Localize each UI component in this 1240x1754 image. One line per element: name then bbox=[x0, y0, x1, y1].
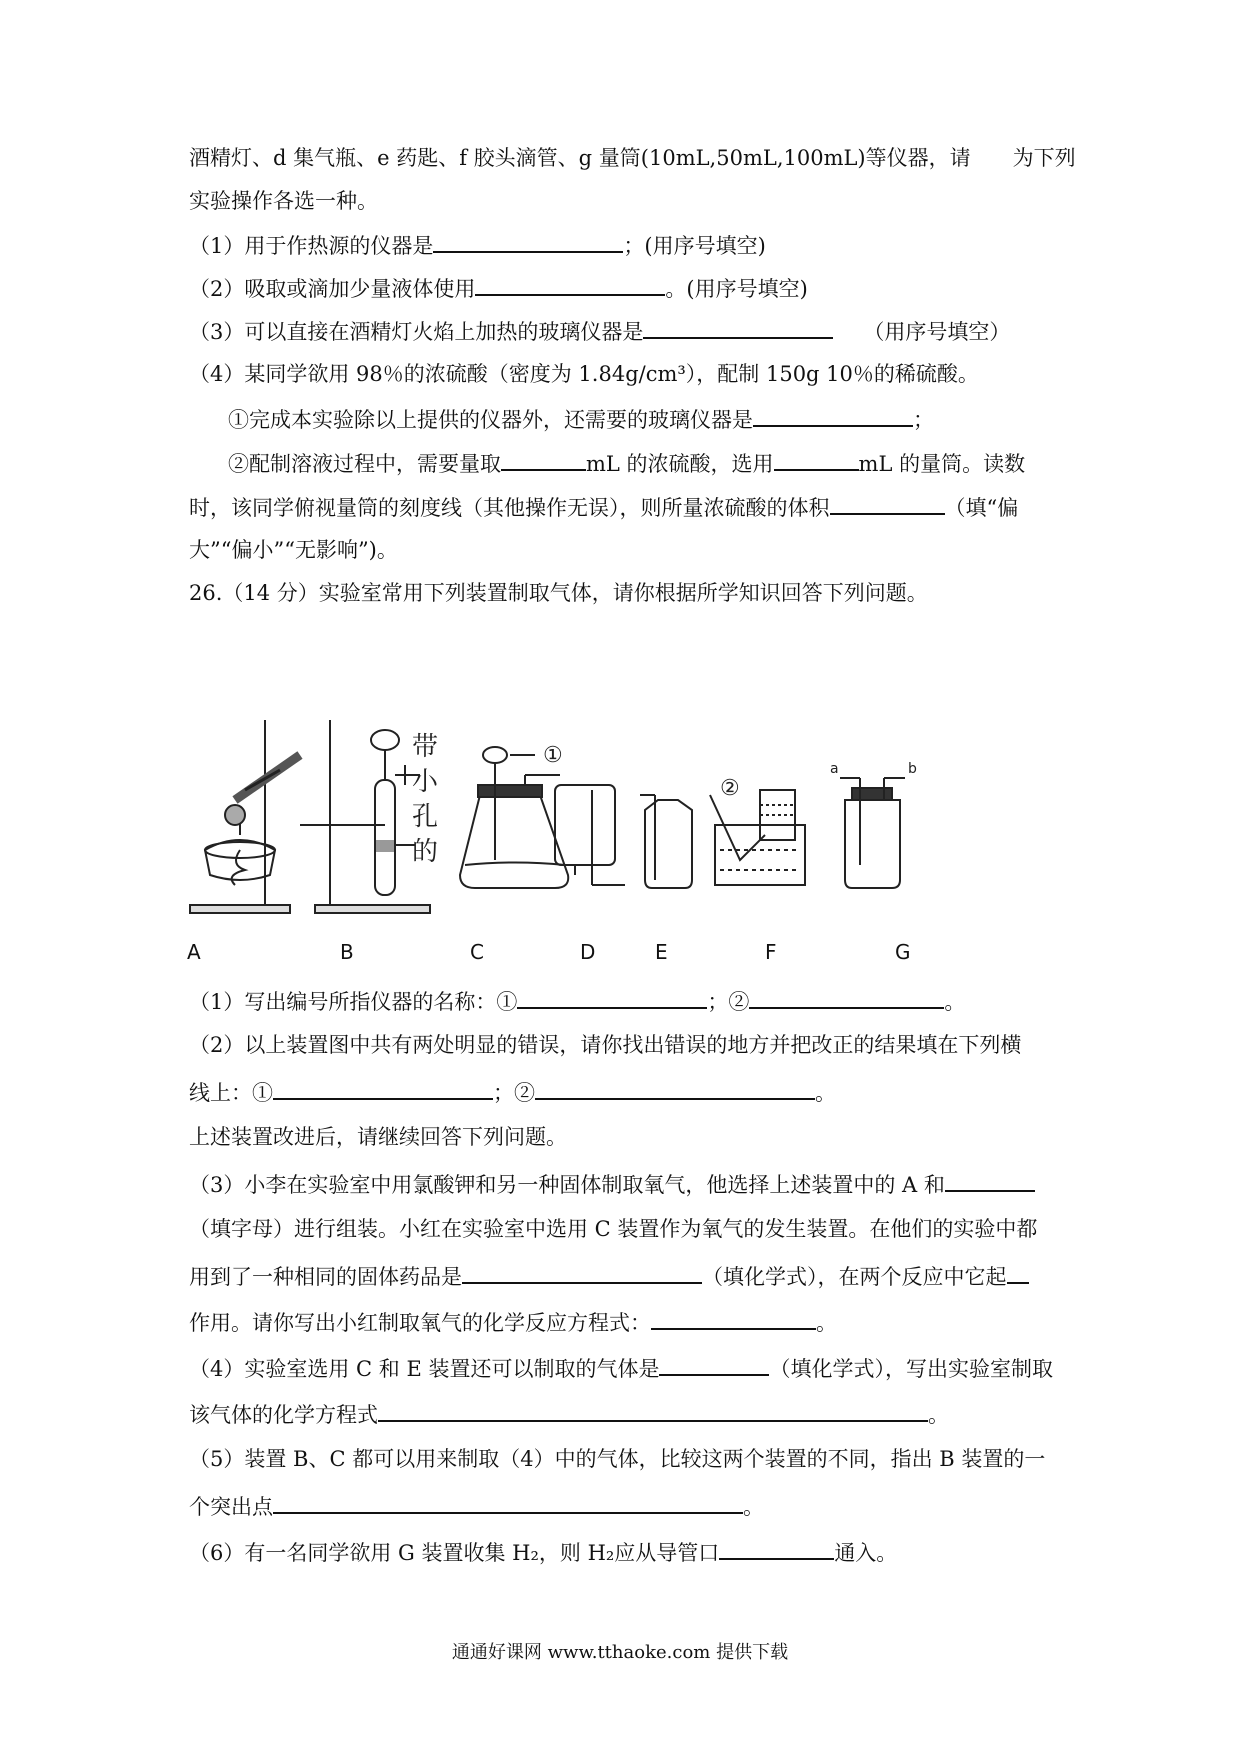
text: 大”“偏小”“无影响”)。 bbox=[189, 538, 398, 562]
port-a-label: a bbox=[830, 761, 839, 777]
text: 实验操作各选一种。 bbox=[189, 189, 378, 213]
question-text: 。 bbox=[743, 1495, 764, 1519]
question-text: （填化学式），写出实验室制取 bbox=[769, 1357, 1053, 1381]
question-text: （4）实验室选用 C 和 E 装置还可以制取的气体是 bbox=[189, 1357, 660, 1381]
apparatus-a bbox=[190, 720, 300, 913]
marker-1: ① bbox=[543, 743, 563, 768]
question-26-title bbox=[189, 578, 928, 608]
question-text: ①完成本实验除以上提供的仪器外，还需要的玻璃仪器是 bbox=[228, 408, 753, 432]
text: 酒精灯、d 集气瓶、e 药匙、f 胶头滴管、g 量筒(10mL,50mL,100mL)等仪器，请 为下列 bbox=[189, 146, 1076, 170]
text-line bbox=[189, 143, 1076, 173]
question-text: （1）写出编号所指仪器的名称：① bbox=[189, 990, 518, 1014]
part-3-equation bbox=[189, 1306, 837, 1338]
label-d: D bbox=[580, 940, 596, 964]
question-4-2 bbox=[228, 447, 1025, 479]
question-2 bbox=[189, 272, 808, 304]
part-5 bbox=[189, 1444, 1045, 1474]
question-text: 时，该同学俯视量筒的刻度线（其他操作无误），则所量浓硫酸的体积 bbox=[189, 496, 830, 520]
question-text: （1）用于作热源的仪器是 bbox=[189, 234, 434, 258]
question-text: ；② bbox=[707, 990, 750, 1014]
question-text: ；② bbox=[493, 1081, 535, 1105]
question-text: （2）以上装置图中共有两处明显的错误，请你找出错误的地方并把改正的结果填在下列横 bbox=[189, 1033, 1022, 1057]
question-text: 该气体的化学方程式 bbox=[189, 1403, 378, 1427]
text-line bbox=[189, 186, 378, 216]
answer-blank[interactable] bbox=[273, 1076, 493, 1100]
question-text: 。 bbox=[928, 1403, 949, 1427]
b-side-char: 带 bbox=[412, 732, 439, 762]
apparatus-figure bbox=[180, 700, 1060, 920]
question-text: （填“偏 bbox=[944, 496, 1019, 520]
question-text: （填化学式），在两个反应中它起 bbox=[702, 1265, 1007, 1289]
question-text: 用到了一种相同的固体药品是 bbox=[189, 1265, 462, 1289]
question-text: 线上：① bbox=[189, 1081, 273, 1105]
question-text: 。 bbox=[815, 1081, 836, 1105]
text: 上述装置改进后，请继续回答下列问题。 bbox=[189, 1125, 567, 1149]
answer-blank[interactable] bbox=[774, 447, 859, 471]
question-text: （6）有一名同学欲用 G 装置收集 H₂，则 H₂应从导管口 bbox=[189, 1541, 720, 1565]
answer-blank[interactable] bbox=[517, 985, 707, 1009]
apparatus-f bbox=[710, 776, 805, 885]
b-side-char: 的 bbox=[412, 837, 439, 867]
part-6 bbox=[189, 1536, 897, 1568]
question-3 bbox=[189, 315, 1010, 347]
part-2 bbox=[189, 1030, 1021, 1060]
question-text: （2）吸取或滴加少量液体使用 bbox=[189, 277, 476, 301]
answer-blank[interactable] bbox=[753, 403, 913, 427]
question-text: ； bbox=[913, 408, 934, 432]
text-line bbox=[189, 535, 398, 565]
apparatus-b bbox=[300, 720, 439, 913]
question-text: 26.（14 分）实验室常用下列装置制取气体，请你根据所学知识回答下列问题。 bbox=[189, 581, 928, 605]
question-text: 。 bbox=[816, 1311, 837, 1335]
label-a: A bbox=[187, 940, 201, 964]
answer-blank[interactable] bbox=[433, 229, 623, 253]
answer-blank[interactable] bbox=[501, 447, 586, 471]
answer-blank[interactable] bbox=[273, 1490, 743, 1514]
port-b-label: b bbox=[908, 761, 917, 777]
answer-blank[interactable] bbox=[659, 1352, 769, 1376]
question-text: 。 bbox=[944, 990, 966, 1014]
answer-blank[interactable] bbox=[651, 1306, 816, 1330]
label-b: B bbox=[340, 940, 354, 964]
question-text: 通入。 bbox=[834, 1541, 898, 1565]
label-c: C bbox=[470, 940, 484, 964]
marker-2: ② bbox=[720, 776, 740, 801]
question-1 bbox=[189, 229, 766, 261]
question-text: （3）小李在实验室中用氯酸钾和另一种固体制取氧气，他选择上述装置中的 A 和 bbox=[189, 1173, 945, 1197]
label-e: E bbox=[655, 940, 668, 964]
answer-blank[interactable] bbox=[1007, 1260, 1029, 1284]
answer-blank[interactable] bbox=[378, 1398, 928, 1422]
question-4-3 bbox=[189, 491, 1018, 523]
answer-blank[interactable] bbox=[719, 1536, 834, 1560]
b-side-char: 小 bbox=[412, 767, 439, 797]
page-footer: 通通好课网 www.tthaoke.com 提供下载 bbox=[451, 1642, 789, 1663]
question-text: （4）某同学欲用 98％的浓硫酸（密度为 1.84g/cm³），配制 150g 10％的稀硫酸。 bbox=[189, 362, 979, 386]
text-line bbox=[189, 1122, 567, 1152]
answer-blank[interactable] bbox=[945, 1168, 1035, 1192]
label-g: G bbox=[895, 940, 911, 964]
answer-blank[interactable] bbox=[830, 491, 945, 515]
part-3-blanks bbox=[189, 1260, 1029, 1292]
answer-blank[interactable] bbox=[462, 1260, 702, 1284]
question-4-1 bbox=[228, 403, 934, 435]
question-text: （用序号填空） bbox=[863, 320, 1011, 344]
question-text: mL 的浓硫酸，选用 bbox=[586, 452, 774, 476]
apparatus-c bbox=[460, 743, 568, 888]
part-4-equation bbox=[189, 1398, 949, 1430]
question-text: （填字母）进行组装。小红在实验室中选用 C 装置作为氧气的发生装置。在他们的实验中都 bbox=[189, 1217, 1038, 1241]
part-3-cont bbox=[189, 1214, 1037, 1244]
answer-blank[interactable] bbox=[643, 315, 833, 339]
question-text: ②配制溶液过程中，需要量取 bbox=[228, 452, 501, 476]
b-side-char: 孔 bbox=[412, 802, 439, 832]
question-text: mL 的量筒。读数 bbox=[858, 452, 1026, 476]
answer-blank[interactable] bbox=[749, 985, 944, 1009]
label-f: F bbox=[765, 940, 777, 964]
question-text: 作用。请你写出小红制取氧气的化学反应方程式： bbox=[189, 1311, 651, 1335]
question-4 bbox=[189, 359, 979, 389]
answer-blank[interactable] bbox=[475, 272, 665, 296]
apparatus-e bbox=[640, 795, 692, 888]
part-2-blanks bbox=[189, 1076, 836, 1108]
question-text: 个突出点 bbox=[189, 1495, 273, 1519]
question-text: （5）装置 B、C 都可以用来制取（4）中的气体，比较这两个装置的不同，指出 B 装置的一 bbox=[189, 1447, 1046, 1471]
question-text: 。(用序号填空) bbox=[665, 277, 808, 301]
question-text: ；(用序号填空) bbox=[623, 234, 766, 258]
part-5-blank bbox=[189, 1490, 764, 1522]
answer-blank[interactable] bbox=[535, 1076, 815, 1100]
part-3 bbox=[189, 1168, 1035, 1200]
apparatus-g bbox=[830, 761, 917, 888]
part-4 bbox=[189, 1352, 1053, 1384]
part-1 bbox=[189, 985, 965, 1017]
question-text: （3）可以直接在酒精灯火焰上加热的玻璃仪器是 bbox=[189, 320, 644, 344]
